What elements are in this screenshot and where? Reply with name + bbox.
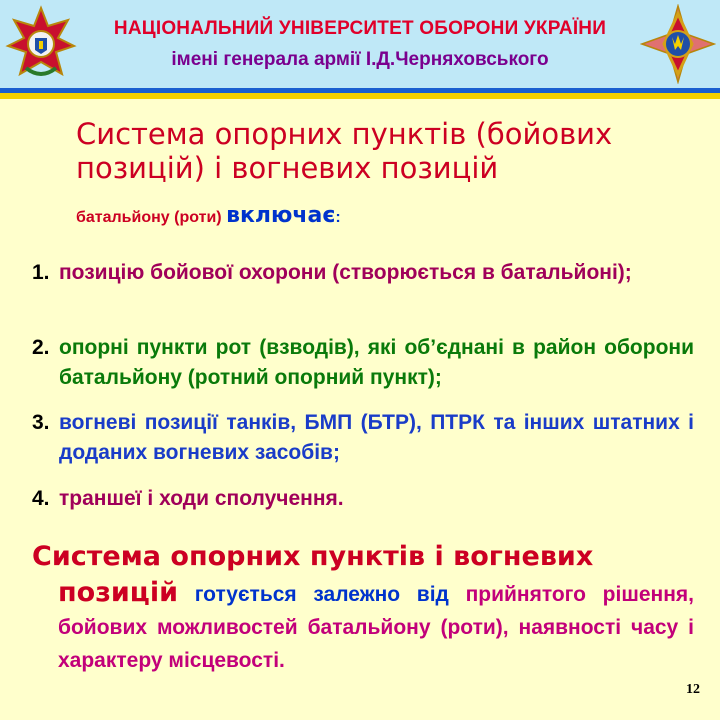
list-item-number: 3. xyxy=(32,411,50,434)
page-number: 12 xyxy=(686,682,700,697)
header-stripe-yellow xyxy=(0,93,720,99)
subtitle-prefix: батальйону (роти) xyxy=(76,209,222,226)
subtitle-keyword: включає xyxy=(226,203,336,228)
summary-part-2: позицій xyxy=(58,577,178,608)
header-bar xyxy=(0,0,720,88)
summary-part-4: прийнятого рішення, бойових можливостей батальйону (роти), наявності часу і характеру місцевості. xyxy=(58,583,694,672)
summary-paragraph xyxy=(32,538,694,677)
slide-subtitle xyxy=(76,203,341,228)
subtitle-colon: : xyxy=(335,209,341,226)
list-item-number: 1. xyxy=(32,261,50,284)
list-item-text: позицію бойової охорони (створюється в батальйоні); xyxy=(59,261,632,284)
summary-line-1: Система опорних пунктів і вогневих xyxy=(32,541,594,572)
list-item xyxy=(32,333,694,393)
list-item-text: опорні пункти рот (взводів), які об’єднані в район оборони батальйону (ротний опорний пункт); xyxy=(59,336,694,389)
list-item xyxy=(32,484,694,514)
summary-part-3: готується залежно від xyxy=(194,583,449,606)
list-item-number: 2. xyxy=(32,336,50,359)
list-item xyxy=(32,408,694,468)
header-subtitle: імені генерала армії І.Д.Черняховського xyxy=(171,49,549,70)
list-item xyxy=(32,258,694,288)
slide-title: Система опорних пунктів (бойових позицій) і вогневих позицій xyxy=(76,117,613,185)
list-item-number: 4. xyxy=(32,487,50,510)
header-title: НАЦІОНАЛЬНИЙ УНІВЕРСИТЕТ ОБОРОНИ УКРАЇНИ xyxy=(113,18,607,39)
armed-forces-emblem-icon xyxy=(640,4,716,84)
university-emblem-icon xyxy=(4,4,78,84)
list-item-text: вогневі позиції танків, БМП (БТР), ПТРК та інших штатних і доданих вогневих засобів; xyxy=(59,411,694,464)
list-item-text: траншеї і ходи сполучення. xyxy=(59,487,344,510)
